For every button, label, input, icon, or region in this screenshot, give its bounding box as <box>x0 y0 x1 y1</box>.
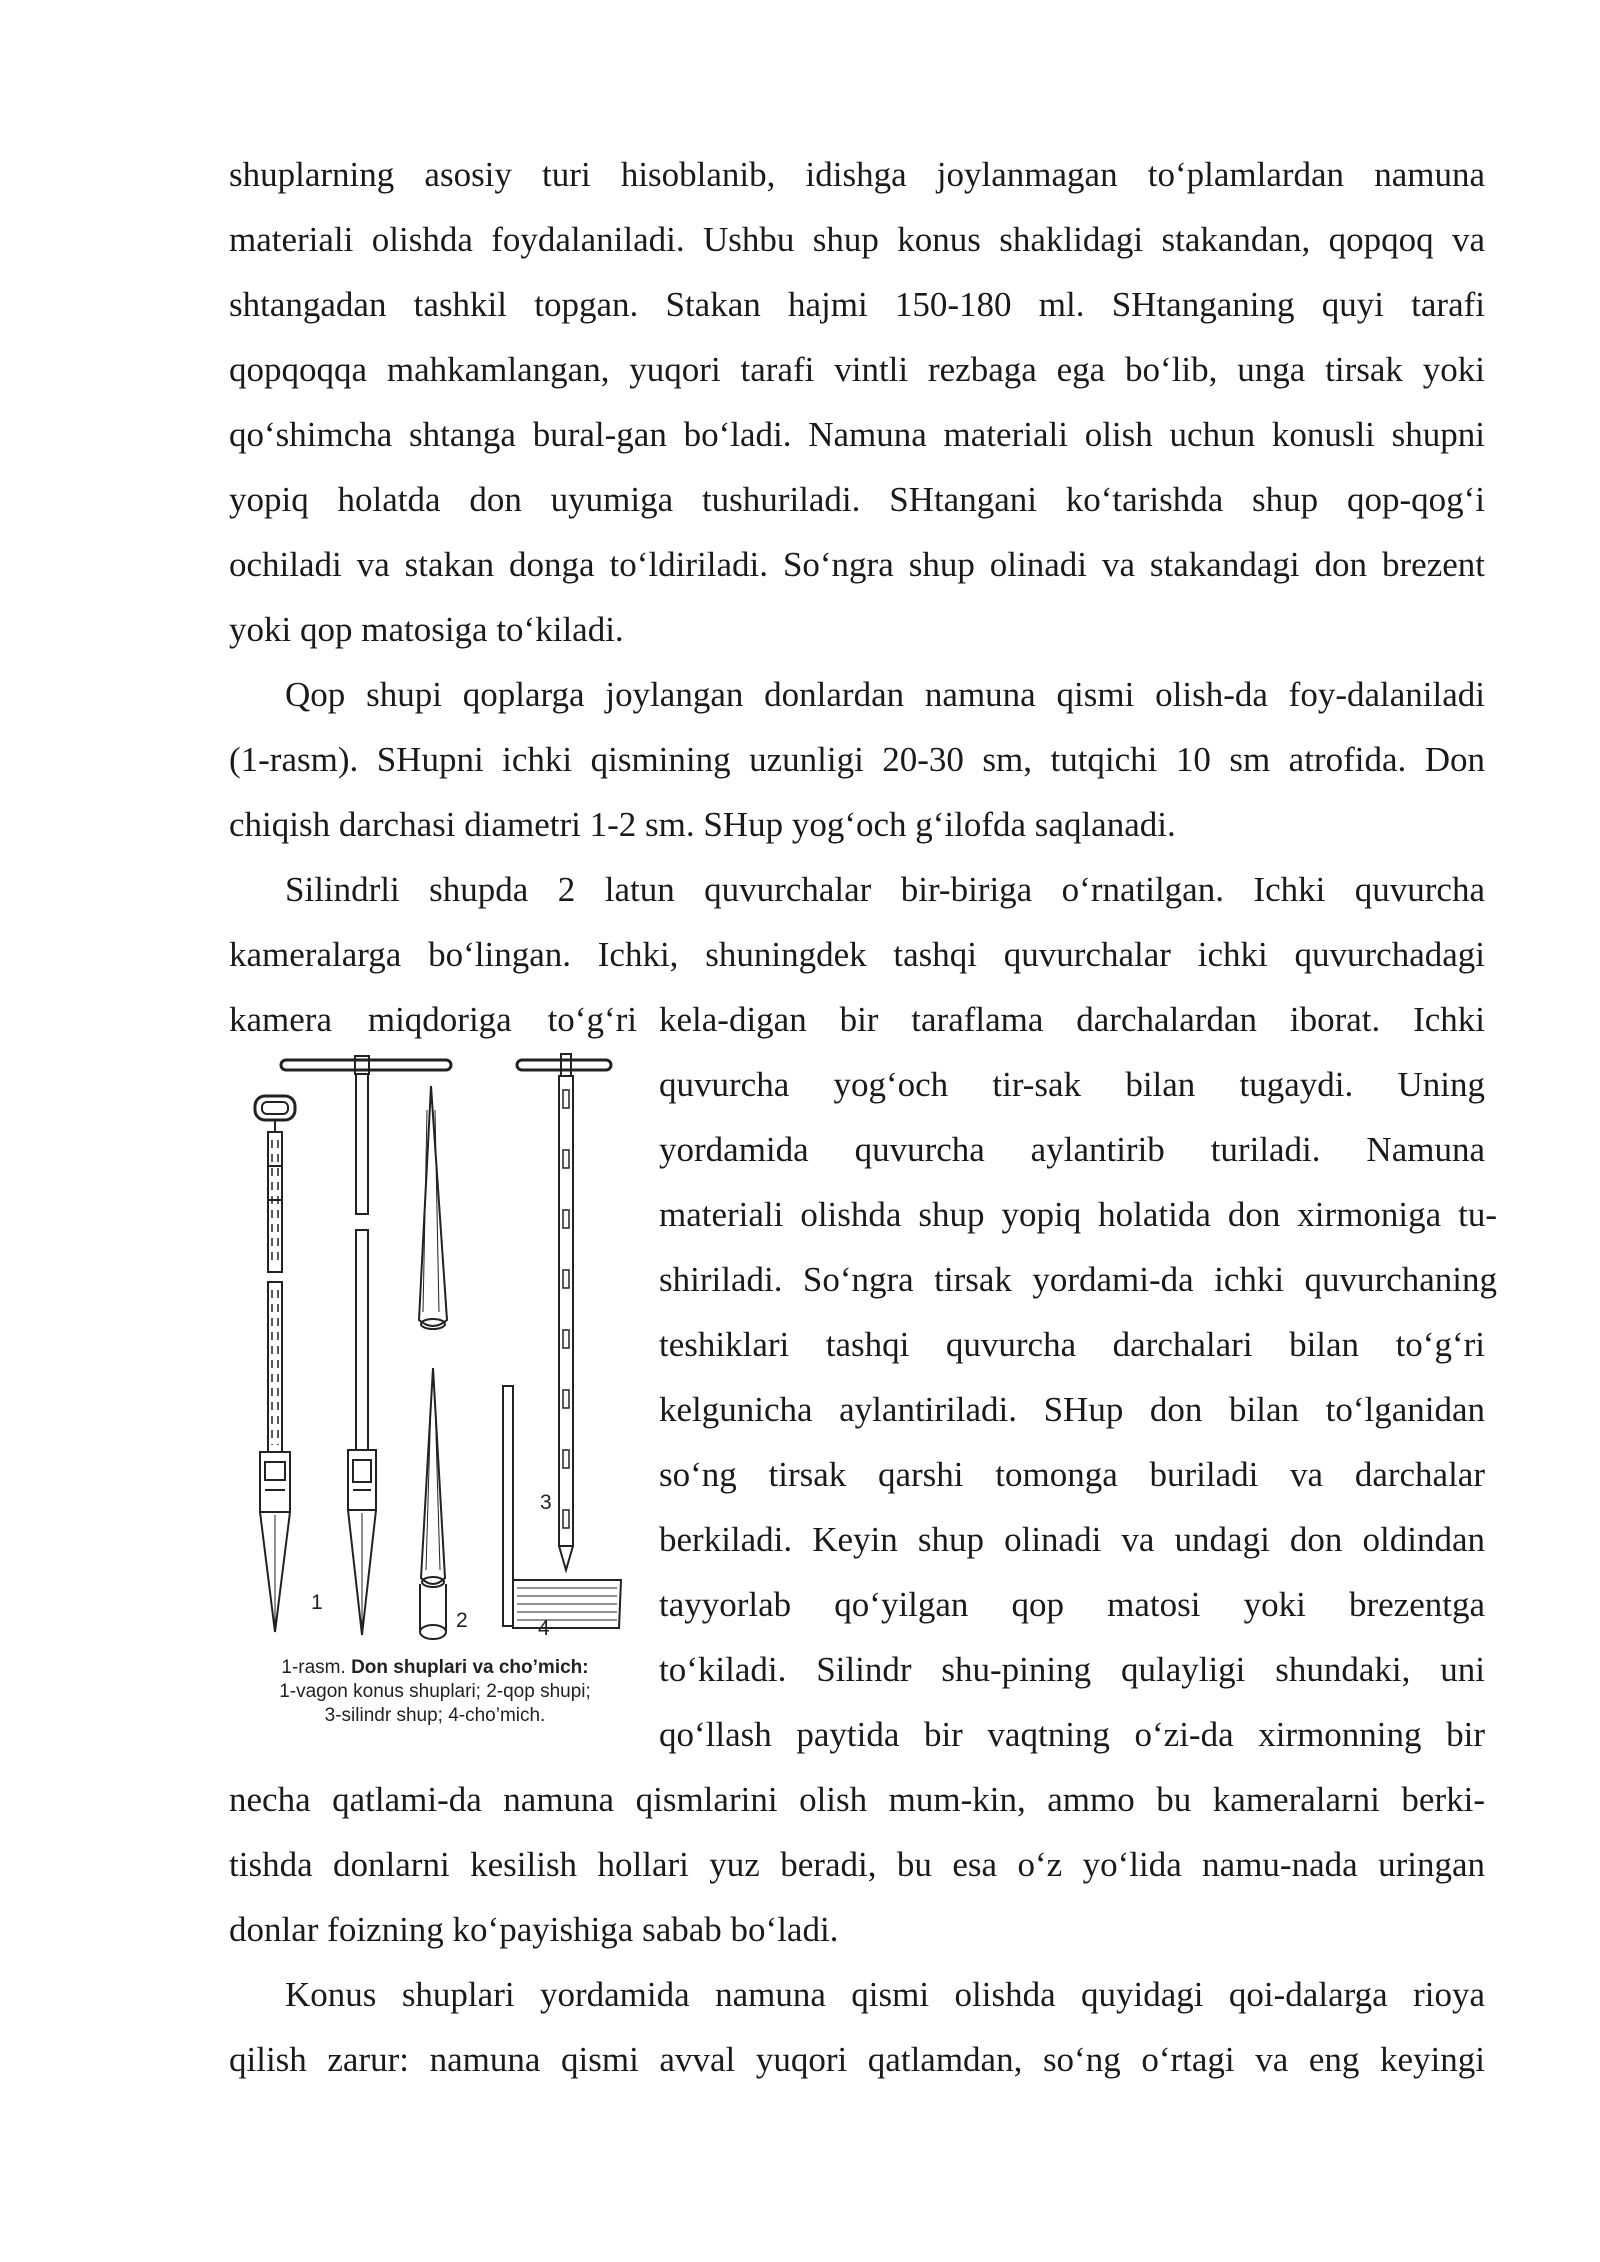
text-line: Konus shuplari yordamida namuna qismi olishda quyidagi qoi-dalarga rioya <box>285 1975 1485 2014</box>
text-line: qopqoqqa mahkamlangan, yuqori tarafi vintli rezbaga ega bo‘lib, unga tirsak yoki <box>229 350 1485 389</box>
text-line: yoki qop matosiga to‘kiladi. <box>229 610 624 649</box>
figure-label-2: 2 <box>456 1609 468 1632</box>
text-line: teshiklari tashqi quvurcha darchalari bilan to‘g‘ri <box>659 1325 1485 1364</box>
text-line: yopiq holatda don uyumiga tushuriladi. SHtangani ko‘tarishda shup qop-qog‘i <box>229 480 1485 519</box>
figure-label-3: 3 <box>540 1491 552 1514</box>
samplers-illustration <box>235 1050 635 1650</box>
text-line: (1-rasm). SHupni ichki qismining uzunligi 20-30 sm, tutqichi 10 sm atrofida. Don <box>229 740 1485 779</box>
figure-label-1: 1 <box>311 1591 323 1614</box>
text-line: donlar foizning ko‘payishiga sabab bo‘ladi. <box>229 1910 839 1949</box>
text-line: kela-digan bir taraflama darchalardan iborat. Ichki <box>659 1000 1485 1039</box>
scoop-drawing <box>503 1386 621 1628</box>
text-line: to‘kiladi. Silindr shu-pining qulayligi shundaki, uni <box>659 1650 1485 1689</box>
cone-sampler-2-drawing <box>281 1056 451 1635</box>
caption-line-3: 3-silindr shup; 4-cho’mich. <box>324 1705 546 1726</box>
text-line: berkiladi. Keyin shup olinadi va undagi don oldindan <box>659 1520 1485 1559</box>
text-line: shuplarning asosiy turi hisoblanib, idishga joylanmagan to‘plamlardan namuna <box>229 155 1485 194</box>
text-line: necha qatlami-da namuna qismlarini olish mum-kin, ammo bu kameralarni berki- <box>229 1780 1485 1819</box>
text-line: Qop shupi qoplarga joylangan donlardan namuna qismi olish-da foy-dalaniladi <box>285 675 1485 714</box>
text-line: qo‘shimcha shtanga bural-gan bo‘ladi. Namuna materiali olish uchun konusli shupni <box>229 415 1485 454</box>
figure-label-4: 4 <box>538 1617 550 1640</box>
text-line: kamera miqdoriga to‘g‘ri <box>229 1000 637 1039</box>
text-line: tishda donlarni kesilish hollari yuz beradi, bu esa o‘z yo‘lida namu-nada uringan <box>229 1845 1485 1884</box>
text-line: yordamida quvurcha aylantirib turiladi. Namuna <box>659 1130 1485 1169</box>
text-line: qo‘llash paytida bir vaqtning o‘zi-da xirmonning bir <box>659 1715 1485 1754</box>
bag-sampler-drawing <box>419 1086 447 1639</box>
caption-line-1 <box>235 1656 635 1680</box>
caption-prefix: 1-rasm. <box>281 1657 352 1678</box>
text-line: materiali olishda shup yopiq holatida don xirmoniga tu- <box>659 1195 1497 1234</box>
figure-caption <box>235 1656 635 1728</box>
cylinder-sampler-drawing <box>517 1054 611 1570</box>
text-line: so‘ng tirsak qarshi tomonga buriladi va darchalar <box>659 1455 1485 1494</box>
text-line: kameralarga bo‘lingan. Ichki, shuningdek tashqi quvurchalar ichki quvurchadagi <box>229 935 1485 974</box>
caption-title: Don shuplari va cho’mich: <box>351 1657 589 1678</box>
text-line: chiqish darchasi diametri 1-2 sm. SHup yog‘och g‘ilofda saqlanadi. <box>229 805 1176 844</box>
caption-line-2: 1-vagon konus shuplari; 2-qop shupi; <box>279 1681 591 1702</box>
text-line: quvurcha yog‘och tir-sak bilan tugaydi. Uning <box>659 1065 1485 1104</box>
text-line: shtangadan tashkil topgan. Stakan hajmi 150-180 ml. SHtanganing quyi tarafi <box>229 285 1485 324</box>
text-line: Silindrli shupda 2 latun quvurchalar bir-biriga o‘rnatilgan. Ichki quvurcha <box>285 870 1485 909</box>
text-line: shiriladi. So‘ngra tirsak yordami-da ichki quvurchaning <box>659 1260 1497 1299</box>
cone-sampler-1-drawing <box>255 1096 295 1632</box>
text-line: materiali olishda foydalaniladi. Ushbu shup konus shaklidagi stakandan, qopqoq va <box>229 220 1485 259</box>
text-line: qilish zarur: namuna qismi avval yuqori qatlamdan, so‘ng o‘rtagi va eng keyingi <box>229 2040 1485 2079</box>
figure-samplers <box>235 1050 635 1750</box>
text-line: tayyorlab qo‘yilgan qop matosi yoki brezentga <box>659 1585 1485 1624</box>
text-line: kelgunicha aylantiriladi. SHup don bilan to‘lganidan <box>659 1390 1485 1429</box>
text-line: ochiladi va stakan donga to‘ldiriladi. So‘ngra shup olinadi va stakandagi don brezent <box>229 545 1485 584</box>
